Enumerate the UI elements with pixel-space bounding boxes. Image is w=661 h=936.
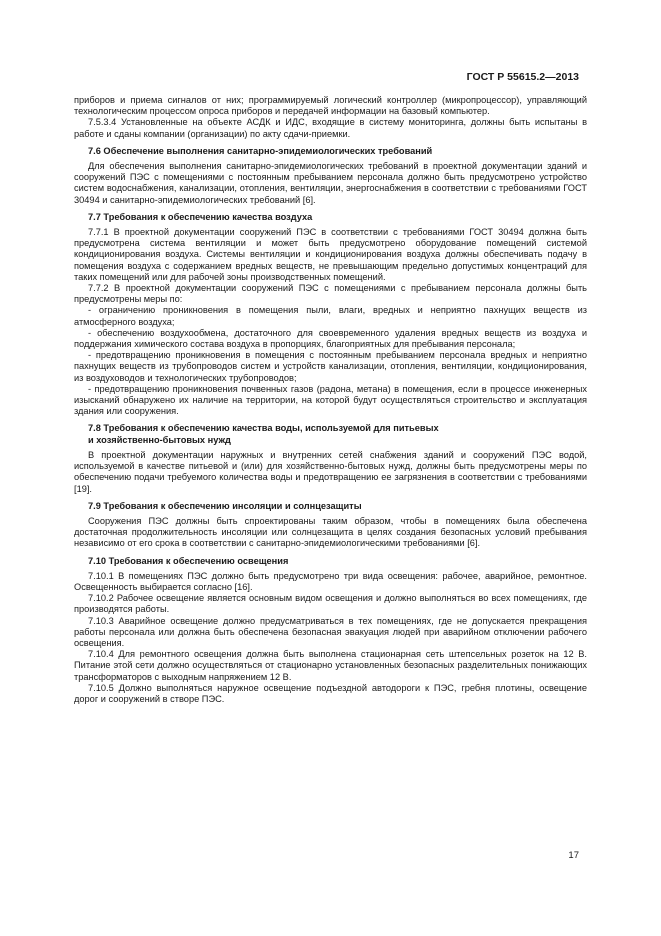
paragraph-7-6: Для обеспечения выполнения санитарно-эпидемиологических требований в проектной документации зданий и сооружений ПЭС с помещениями с постоянным пребыванием персонала должно быть предусмотрено устройство систем водоснабжения, канализации, отопления, вентиляции, энергоснабжения в соответствии с требованиями ГОСТ 30494 и санитарно-эпидемиологических требований [6]. bbox=[74, 161, 587, 205]
page-number: 17 bbox=[568, 850, 579, 861]
document-body bbox=[74, 95, 587, 705]
paragraph-7-7-1: 7.7.1 В проектной документации сооружений ПЭС в соответствии с требованиями ГОСТ 30494 должна быть предусмотрена система вентиляции и может быть предусмотрено оборудование помещений системой кондиционирования воздуха. Системы вентиляции и кондиционирования воздуха должны обеспечивать подачу в помещения воздуха с содержанием вредных веществ, не превышающим предельно допустимых концентраций для таких помещений или для рабочей зоны производственных помещений. bbox=[74, 227, 587, 282]
heading-7-7: 7.7 Требования к обеспечению качества воздуха bbox=[88, 211, 313, 222]
paragraph-7-10-5: 7.10.5 Должно выполняться наружное освещение подъездной автодороги к ПЭС, гребня плотины, освещение дорог и сооружений в створе ПЭС. bbox=[74, 682, 587, 704]
paragraph-7-8: В проектной документации наружных и внутренних сетей снабжения зданий и сооружений ПЭС водой, используемой в качестве питьевой и (или) для хозяйственно-бытовых нужд, должны быть предусмотрены меры по обеспечению подачи требуемого количества воды и предотвращению ее загрязнения в соответствии с требованиями [19]. bbox=[74, 449, 587, 494]
paragraph-7-7-2: 7.7.2 В проектной документации сооружений ПЭС с помещениями с пребыванием персонала должны быть предусмотрены меры по: bbox=[74, 283, 587, 305]
heading-7-8-line1: 7.8 Требования к обеспечению качества воды, используемой для питьевых bbox=[88, 423, 439, 434]
paragraph-7-10-2: 7.10.2 Рабочее освещение является основным видом освещения и должно выполняться во всех помещениях, где производятся работы. bbox=[74, 593, 587, 615]
heading-7-9: 7.9 Требования к обеспечению инсоляции и солнцезащиты bbox=[88, 500, 362, 511]
heading-7-8-line2: и хозяйственно-бытовых нужд bbox=[88, 434, 231, 445]
heading-7-8 bbox=[74, 423, 587, 445]
paragraph-7-9: Сооружения ПЭС должны быть спроектированы таким образом, чтобы в помещениях была обеспечена достаточная продолжительность инсоляции или солнцезащита в целях создания безопасных условий пребывания независимо от его срока в соответствии с санитарно-эпидемиологическими требованиями [6]. bbox=[74, 515, 587, 549]
paragraph-7-10-4: 7.10.4 Для ремонтного освещения должна быть выполнена стационарная сеть штепсельных розеток на 12 В. Питание этой сети должно осуществляться от стационарно установленных безопасных разделительных понижающих трансформаторов с выходным напряжением 12 В. bbox=[74, 649, 587, 682]
paragraph-7-10-3: 7.10.3 Аварийное освещение должно предусматриваться в тех помещениях, где не допускается прекращения работы персонала или должна быть обеспечена безопасная эвакуация людей при аварийном отключении рабочего освещения. bbox=[74, 615, 587, 648]
list-item: - обеспечению воздухообмена, достаточного для своевременного удаления вредных веществ из воздуха и поддержания химического состава воздуха в пропорциях, благоприятных для пребывания персонала; bbox=[74, 327, 587, 350]
paragraph-7-10-1: 7.10.1 В помещениях ПЭС должно быть предусмотрено три вида освещения: рабочее, аварийное, ремонтное. Освещенность выбирается согласно [16]. bbox=[74, 570, 587, 592]
paragraph-intro: приборов и приема сигналов от них; программируемый логический контроллер (микропроцессор), управляющий технологическим процессом опроса приборов и передачей информации на базовый компьютер. bbox=[74, 95, 587, 117]
list-item: - предотвращению проникновения почвенных газов (радона, метана) в помещения, если в процессе инженерных изысканий обнаружено их наличие на территории, на которой будут осуществляться строительство и эксплуатация здания или сооружения. bbox=[74, 383, 587, 417]
standard-designation: ГОСТ Р 55615.2—2013 bbox=[466, 71, 579, 83]
heading-7-6: 7.6 Обеспечение выполнения санитарно-эпидемиологических требований bbox=[88, 145, 433, 156]
list-item: - ограничению проникновения в помещения пыли, влаги, вредных и неприятно пахнущих веществ из атмосферного воздуха; bbox=[74, 305, 587, 327]
list-item: - предотвращению проникновения в помещения с постоянным пребыванием персонала вредных и неприятно пахнущих веществ из трубопроводов систем и устройств канализации, отопления, вентиляции, кондиционирования, из воздуховодов и технологических трубопроводов; bbox=[74, 350, 587, 383]
heading-7-10: 7.10 Требования к обеспечению освещения bbox=[88, 555, 289, 566]
paragraph-7-5-3-4: 7.5.3.4 Установленные на объекте АСДК и ИДС, входящие в систему мониторинга, должны быть испытаны в работе и сданы компании (организации) по акту сдачи-приемки. bbox=[74, 117, 587, 139]
